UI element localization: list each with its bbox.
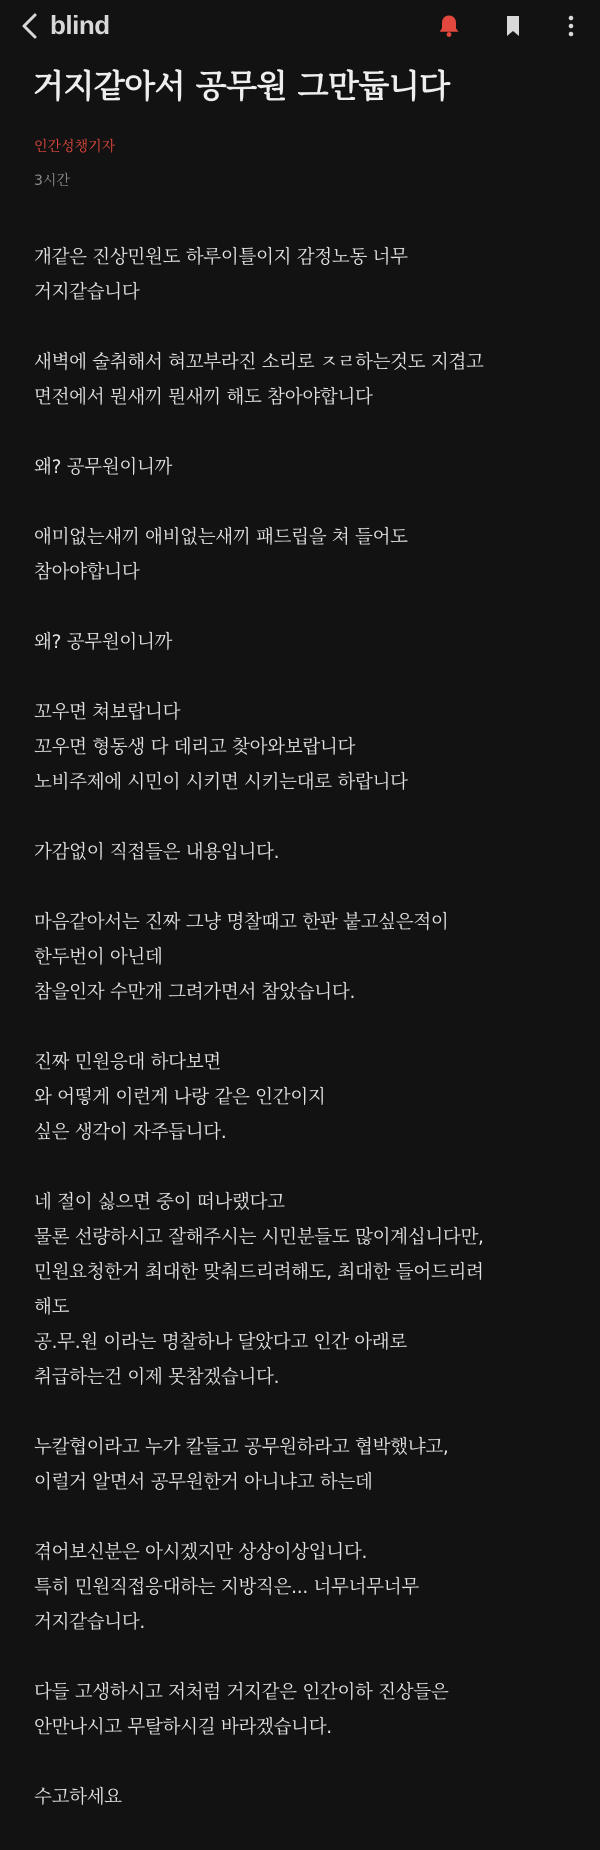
body-line: 민원요청한거 최대한 맞춰드리려해도, 최대한 들어드리려 — [34, 1262, 484, 1283]
app-logo[interactable]: blind — [50, 10, 110, 40]
body-line: 특히 민원직접응대하는 지방직은... 너무너무너무 — [34, 1577, 419, 1598]
body-paragraph — [34, 1675, 574, 1745]
body-paragraph — [34, 695, 574, 800]
body-paragraph — [34, 345, 574, 415]
body-line: 이럴거 알면서 공무원한거 아니냐고 하는데 — [34, 1472, 373, 1493]
body-line: 공.무.원 이라는 명찰하나 달았다고 인간 아래로 — [34, 1332, 407, 1353]
body-line: 진짜 민원응대 하다보면 — [34, 1052, 221, 1073]
body-line: 해도 — [34, 1297, 70, 1318]
body-line: 꼬우면 형동생 다 데리고 찾아와보랍니다 — [34, 737, 356, 758]
body-line: 싶은 생각이 자주듭니다. — [34, 1122, 227, 1143]
notifications-button[interactable] — [436, 13, 462, 39]
body-line: 참을인자 수만개 그려가면서 참았습니다. — [34, 982, 356, 1003]
body-paragraph — [34, 450, 574, 485]
body-line: 겪어보신분은 아시겠지만 상상이상입니다. — [34, 1542, 368, 1563]
bookmark-icon — [500, 13, 526, 39]
body-line: 물론 선량하시고 잘해주시는 시민분들도 많이계십니다만, — [34, 1227, 484, 1248]
body-line: 한두번이 아닌데 — [34, 947, 163, 968]
body-line: 거지같습니다. — [34, 1612, 146, 1633]
body-line: 거지같습니다 — [34, 282, 140, 303]
body-line: 수고하세요 — [34, 1787, 122, 1808]
body-paragraph — [34, 1780, 574, 1815]
body-line: 노비주제에 시민이 시키면 시키는대로 하랍니다 — [34, 772, 408, 793]
more-options-button[interactable] — [558, 13, 584, 39]
body-line: 개같은 진상민원도 하루이틀이지 감정노동 너무 — [34, 247, 408, 268]
post-timestamp: 3시간 — [34, 173, 70, 189]
body-line: 참아야합니다 — [34, 562, 140, 583]
post-title: 거지같아서 공무원 그만둡니다 — [33, 67, 450, 105]
body-line: 새벽에 술취해서 혀꼬부라진 소리로 ㅈㄹ하는것도 지겹고 — [34, 352, 484, 373]
body-line: 왜? 공무원이니까 — [34, 457, 173, 478]
bookmark-button[interactable] — [500, 13, 526, 39]
body-line: 면전에서 뭔새끼 뭔새끼 해도 참아야합니다 — [34, 387, 373, 408]
author-name[interactable]: 인간성챙기자 — [34, 139, 116, 155]
top-bar — [0, 0, 600, 52]
body-line: 안만나시고 무탈하시길 바라겠습니다. — [34, 1717, 332, 1738]
body-line: 꼬우면 쳐보랍니다 — [34, 702, 181, 723]
body-paragraph — [34, 905, 574, 1010]
more-vertical-icon — [558, 13, 584, 39]
bell-icon — [436, 13, 462, 39]
body-line: 애미없는새끼 애비없는새끼 패드립을 쳐 들어도 — [34, 527, 408, 548]
body-line: 마음같아서는 진짜 그냥 명찰때고 한판 붙고싶은적이 — [34, 912, 449, 933]
body-paragraph — [34, 1045, 574, 1150]
body-paragraph — [34, 835, 574, 870]
body-paragraph — [34, 240, 574, 310]
chevron-left-icon — [18, 12, 42, 40]
body-paragraph — [34, 1430, 574, 1500]
body-paragraph — [34, 1535, 574, 1640]
body-line: 다들 고생하시고 저처럼 거지같은 인간이하 진상들은 — [34, 1682, 449, 1703]
body-line: 왜? 공무원이니까 — [34, 632, 173, 653]
back-button[interactable] — [18, 12, 42, 40]
post-body — [34, 240, 574, 1850]
body-paragraph — [34, 520, 574, 590]
body-line: 네 절이 싫으면 중이 떠나랬다고 — [34, 1192, 285, 1213]
body-line: 가감없이 직접들은 내용입니다. — [34, 842, 280, 863]
body-paragraph — [34, 1185, 574, 1395]
body-line: 와 어떻게 이런게 나랑 같은 인간이지 — [34, 1087, 326, 1108]
body-paragraph — [34, 625, 574, 660]
body-line: 취급하는건 이제 못참겠습니다. — [34, 1367, 280, 1388]
body-line: 누칼협이라고 누가 칼들고 공무원하라고 협박했냐고, — [34, 1437, 449, 1458]
